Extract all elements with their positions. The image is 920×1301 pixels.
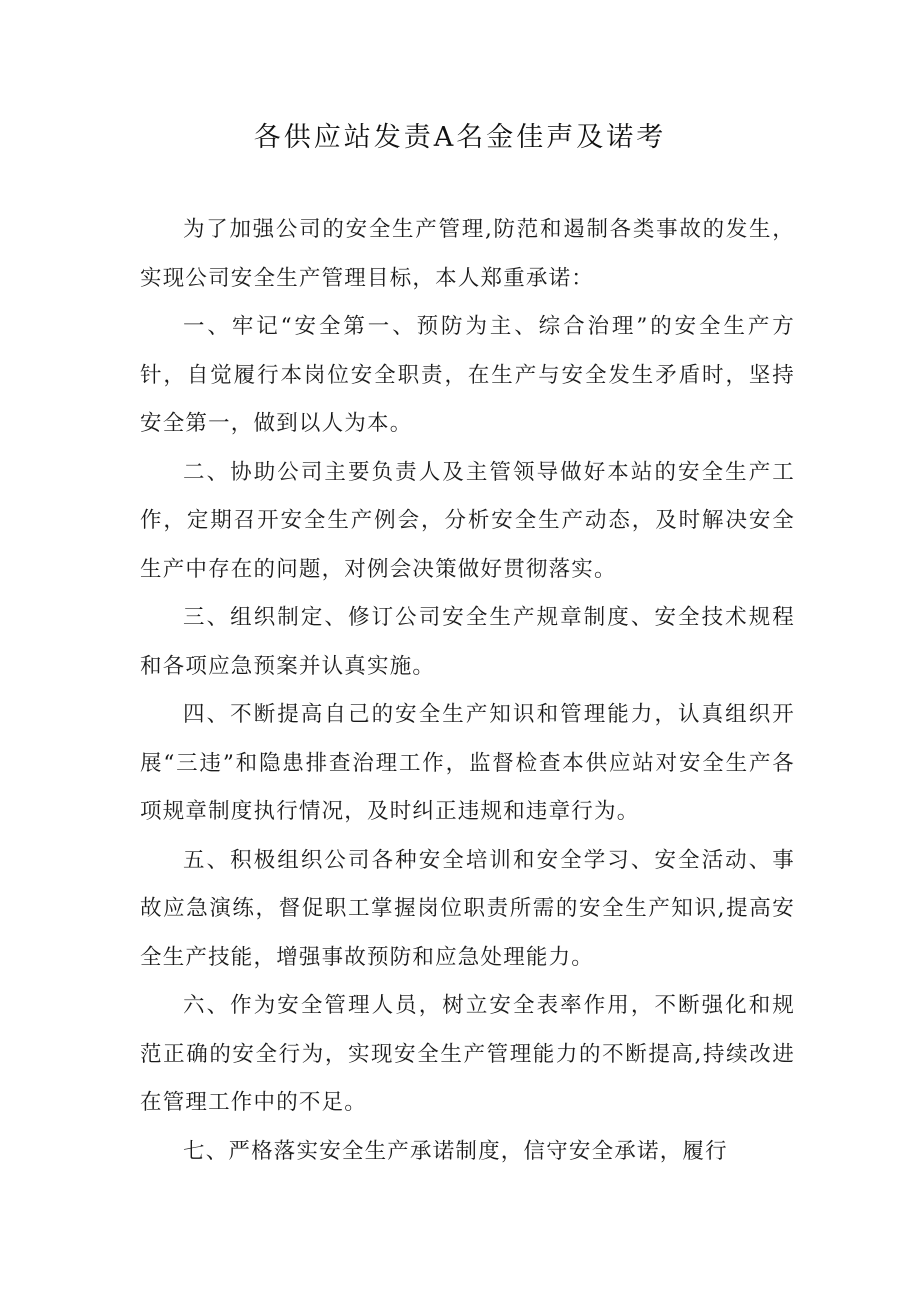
- commitment-item-6: 六、作为安全管理人员，树立安全表率作用，不断强化和规范正确的安全行为，实现安全生产管理能力的不断提高,持续改进在管理工作中的不足。: [140, 993, 795, 1115]
- commitment-item-5: 五、积极组织公司各种安全培训和安全学习、安全活动、事故应急演练，督促职工掌握岗位职责所需的安全生产知识,提高安全生产技能，增强事故预防和应急处理能力。: [140, 847, 795, 970]
- intro-paragraph: 为了加强公司的安全生产管理,防范和遏制各类事故的发生，实现公司安全生产管理目标，本人郑重承诺：: [140, 217, 795, 291]
- commitment-item-4: 四、不断提高自己的安全生产知识和管理能力，认真组织开展“三违”和隐患排查治理工作，监督检查本供应站对安全生产各项规章制度执行情况，及时纠正违规和违章行为。: [140, 702, 795, 824]
- commitment-item-7: 七、严格落实安全生产承诺制度，信守安全承诺，履行: [183, 1138, 728, 1164]
- commitment-item-2: 二、协助公司主要负责人及主管领导做好本站的安全生产工作，定期召开安全生产例会，分析安全生产动态，及时解决安全生产中存在的问题，对例会决策做好贯彻落实。: [140, 459, 795, 582]
- commitment-item-3: 三、组织制定、修订公司安全生产规章制度、安全技术规程和各项应急预案并认真实施。: [140, 605, 795, 679]
- commitment-item-1: 一、牢记“安全第一、预防为主、综合治理”的安全生产方针，自觉履行本岗位安全职责，在生产与安全发生矛盾时，坚持安全第一，做到以人为本。: [140, 314, 795, 436]
- document-title: 各供应站发责A名金佳声及诺考: [253, 122, 667, 153]
- document-body: [140, 206, 795, 1176]
